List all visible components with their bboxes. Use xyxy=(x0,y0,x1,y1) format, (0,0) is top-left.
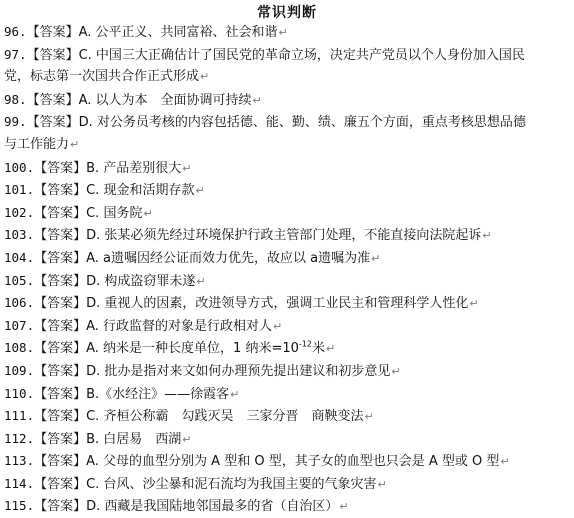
answer-list xyxy=(4,21,570,518)
answer-line: 102.【答案】C. 国务院↵ xyxy=(4,204,153,221)
answer-line: 109.【答案】D. 批办是指对来文如何办理预先提出建议和初步意见↵ xyxy=(4,362,401,379)
answer-line: 105.【答案】D. 构成盗窃罪未遂↵ xyxy=(4,272,206,289)
answer-line: 97.【答案】C. 中国三大正确估计了国民党的革命立场，决定共产党员以个人身份加入国民 xyxy=(4,46,525,63)
answer-line: 107.【答案】A. 行政监督的对象是行政相对人↵ xyxy=(4,317,283,334)
answer-line: 99.【答案】D. 对公务员考核的内容包括德、能、勤、绩、廉五个方面，重点考核思想品德 xyxy=(4,114,526,131)
answer-line-continuation: 党，标志第一次国共合作正式形成↵ xyxy=(4,69,210,85)
answer-line: 103.【答案】D. 张某必须先经过环境保护行政主管部门处理，不能直接向法院起诉↵ xyxy=(4,227,492,244)
answer-line: 104.【答案】A. a遗嘱因经公证而效力优先，故应以 a遗嘱为准↵ xyxy=(4,249,381,266)
answer-line: 112.【答案】B. 白居易 西湖↵ xyxy=(4,430,192,447)
answer-line: 108.【答案】A. 纳米是一种长度单位，1 纳米$=10^{-12}$米↵ xyxy=(4,339,336,357)
answer-line: 110.【答案】B.《水经注》——徐霞客↵ xyxy=(4,385,240,402)
answer-line: 101.【答案】C. 现金和活期存款↵ xyxy=(4,182,205,199)
answer-line: 114.【答案】C. 台风、沙尘暴和泥石流均为我国主要的气象灾害↵ xyxy=(4,475,387,492)
answer-line: 111.【答案】C. 齐桓公称霸 勾践灭吴 三家分晋 商鞅变法↵ xyxy=(4,408,374,425)
answer-line: 98.【答案】A. 以人为本 全面协调可持续↵ xyxy=(4,91,262,108)
exponent-superscript: -12 xyxy=(298,339,312,349)
answer-line: 115.【答案】D. 西藏是我国陆地邻国最多的省（自治区）↵ xyxy=(4,498,349,515)
answer-line: 106.【答案】D. 重视人的因素，改进领导方式，强调工业民主和管理科学人性化↵ xyxy=(4,295,479,312)
answer-line-continuation: 与工作能力↵ xyxy=(4,136,80,152)
answer-line: 96.【答案】A. 公平正义、共同富裕、社会和谐↵ xyxy=(4,24,288,40)
answer-line: 100.【答案】B. 产品差别很大↵ xyxy=(4,159,192,176)
section-title: 常识判断 xyxy=(257,5,317,21)
answer-line: 113.【答案】A. 父母的血型分别为 A 型和 O 型，其子女的血型也只会是 A 型或 O 型↵ xyxy=(4,453,510,470)
